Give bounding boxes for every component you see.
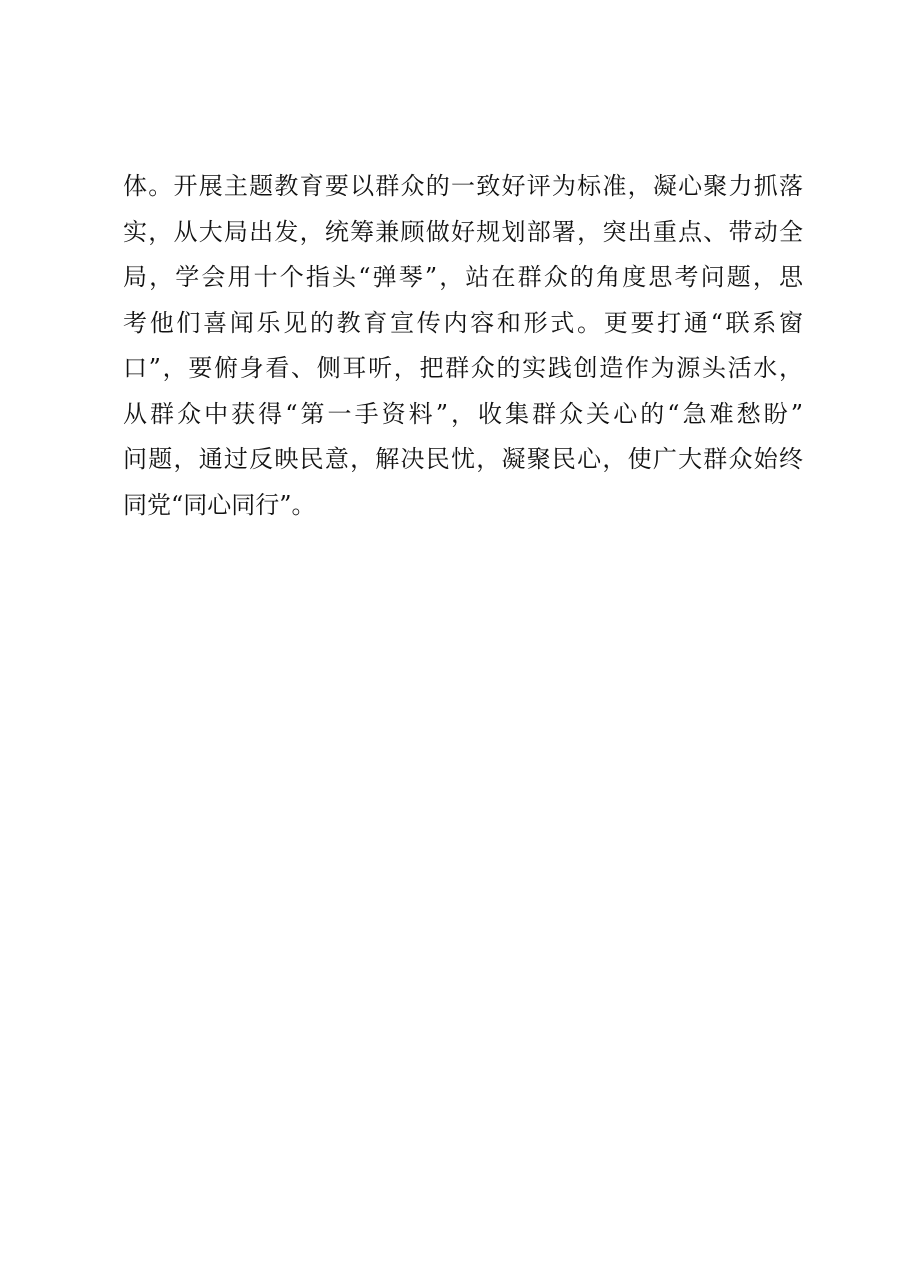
paragraph-line: 实，从大局出发，统筹兼顾做好规划部署，突出重点、带动全 <box>123 217 803 246</box>
paragraph-line: 口”，要俯身看、侧耳听，把群众的实践创造作为源头活水， <box>123 354 803 382</box>
paragraph-line: 局，学会用十个指头“弹琴”，站在群众的角度思考问题，思 <box>123 263 803 291</box>
paragraph-line: 从群众中获得“第一手资料”，收集群众关心的“急难愁盼” <box>123 399 803 428</box>
body-paragraph <box>123 164 803 528</box>
paragraph-line: 考他们喜闻乐见的教育宣传内容和形式。更要打通“联系窗 <box>123 308 803 337</box>
paragraph-line: 体。开展主题教育要以群众的一致好评为标准，凝心聚力抓落 <box>123 172 803 200</box>
paragraph-line: 问题，通过反映民意，解决民忧，凝聚民心，使广大群众始终 <box>123 445 803 473</box>
paragraph-line: 同党“同心同行”。 <box>123 490 316 519</box>
